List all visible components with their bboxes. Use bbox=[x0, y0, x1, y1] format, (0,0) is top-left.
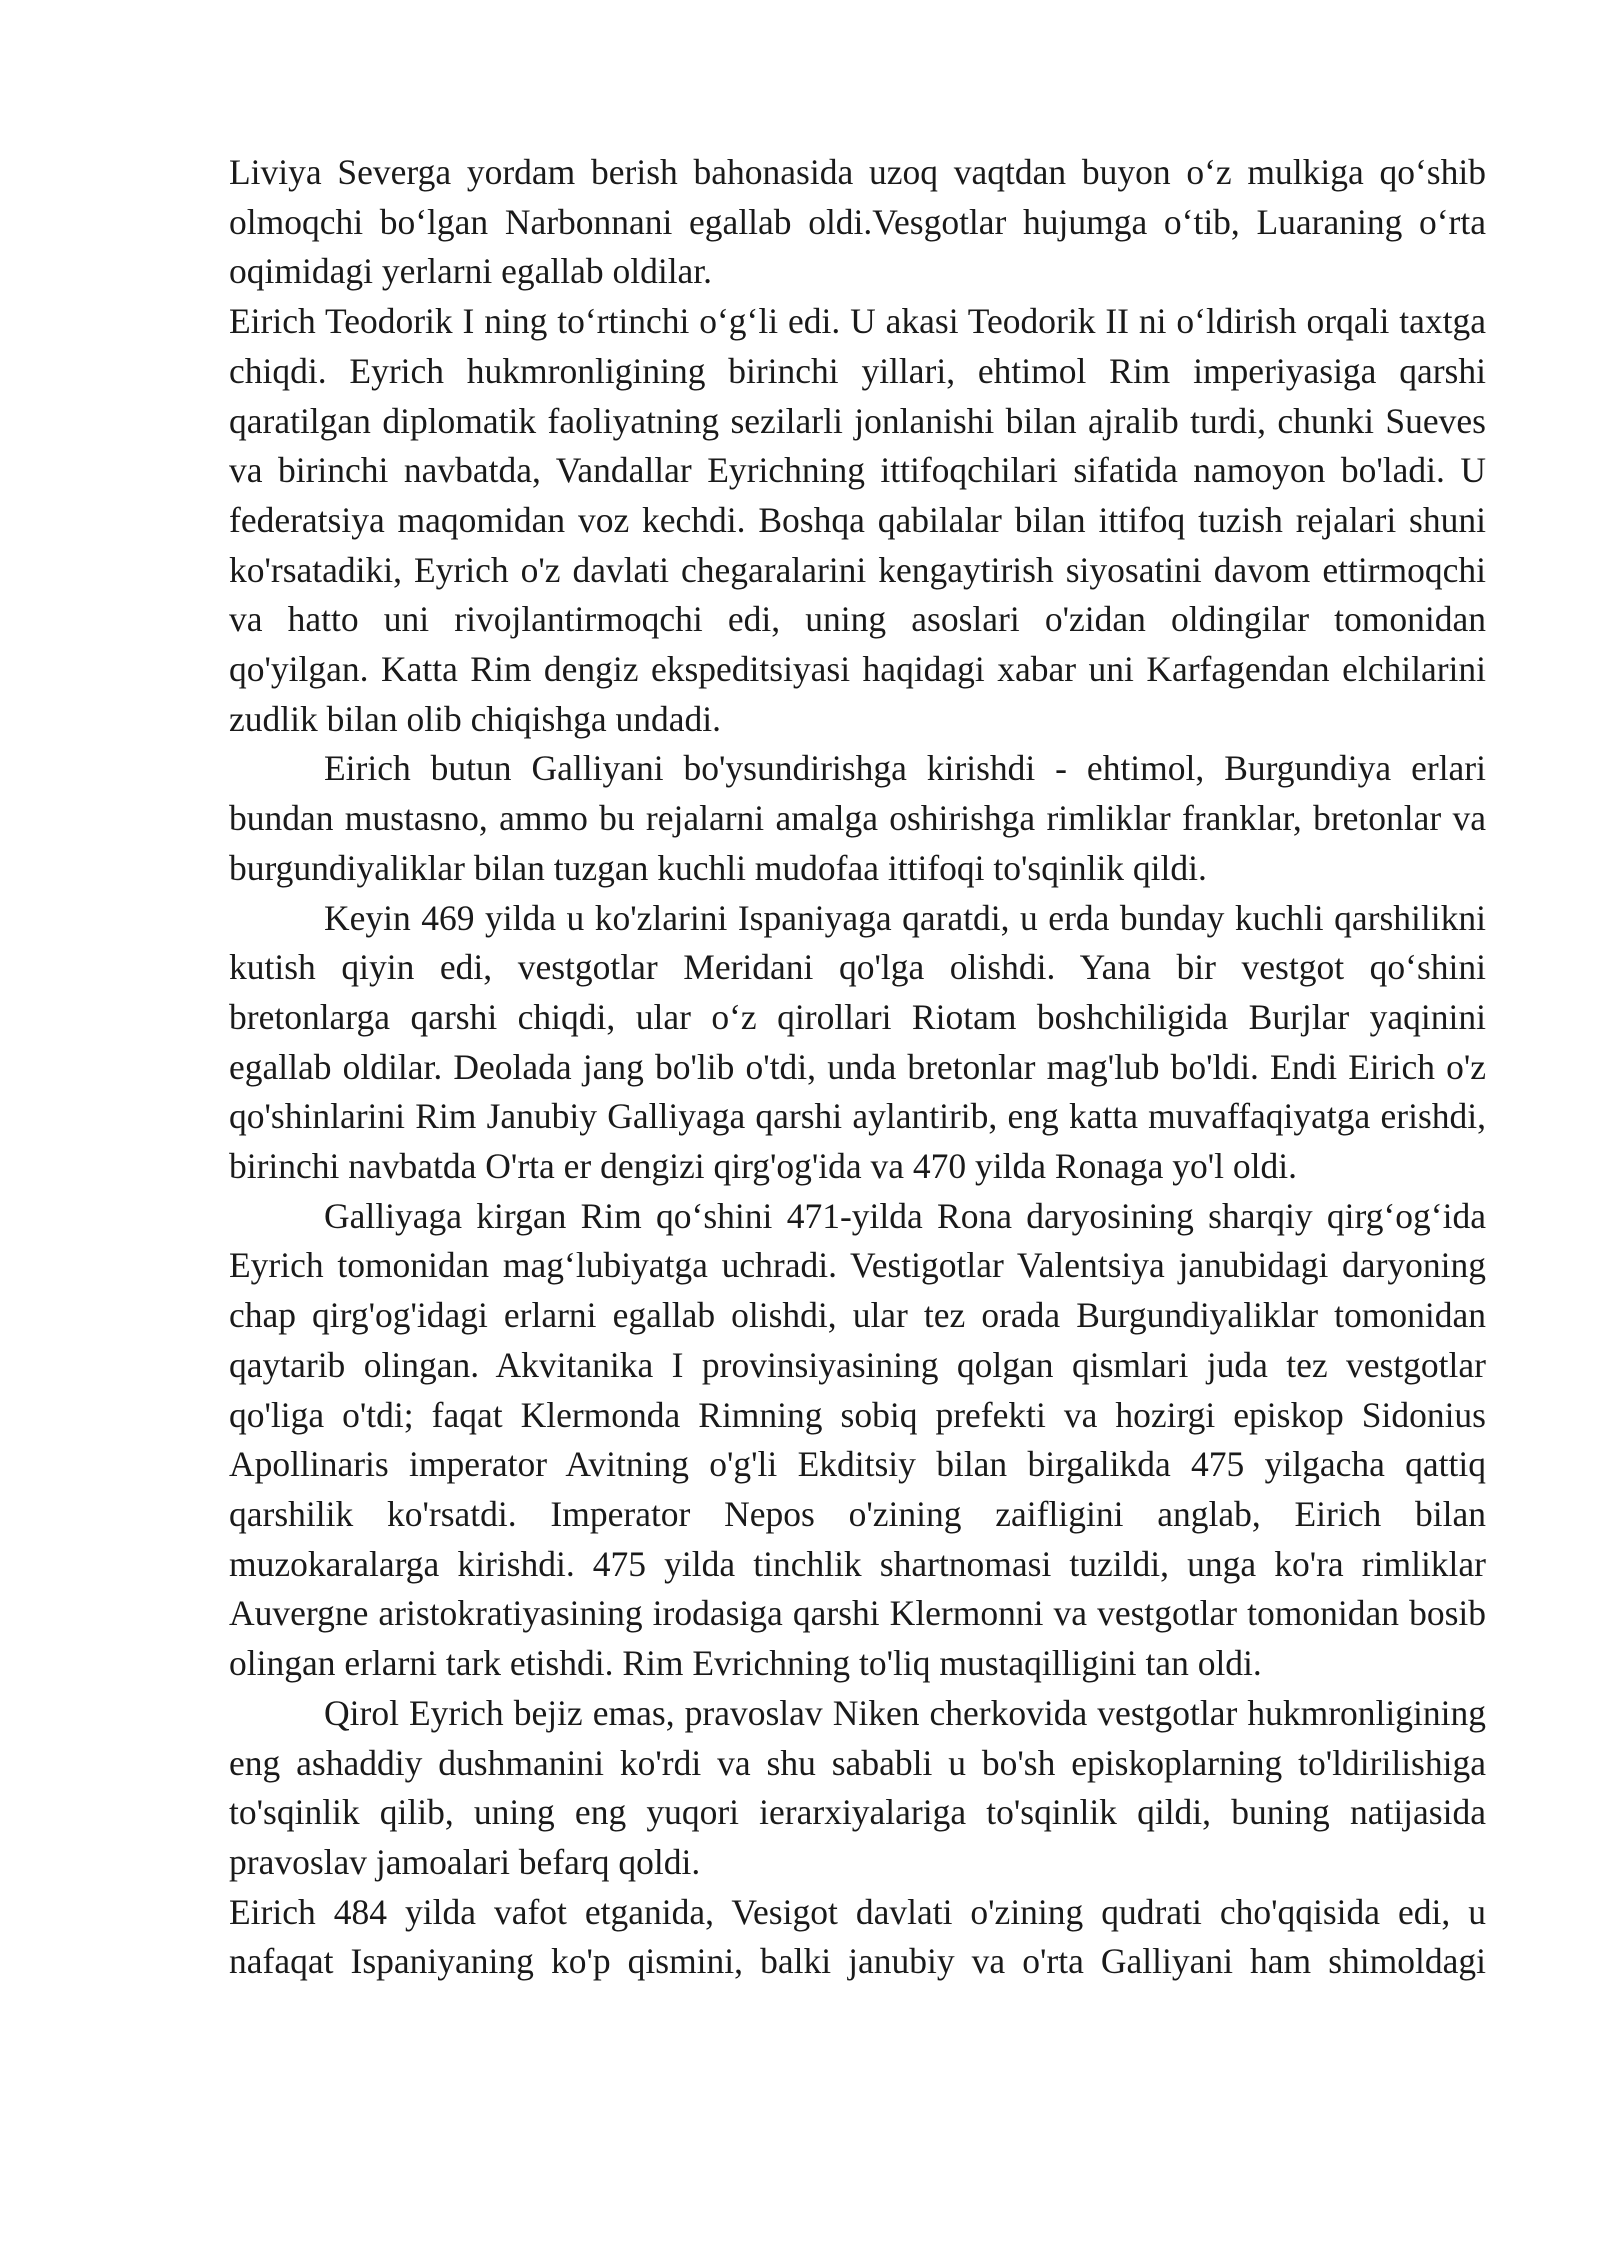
paragraph-rona-471: Galliyaga kirgan Rim qoʻshini 471-yilda Rona daryosining sharqiy qirgʻogʻida Eyrich tomonidan magʻlubiyatga uchradi. Vestigotlar Valentsiya janubidagi daryoning chap qirg'og'idagi erlarni egallab olishdi, ular tez orada Burgundiyaliklar tomonidan qaytarib olingan. Akvitanika I provinsiyasining qolgan qismlari juda tez vestgotlar qo'liga o'tdi; faqat Klermonda Rimning sobiq prefekti va hozirgi episkop Sidonius Apollinaris imperator Avitning o'g'li Ekditsiy bilan birgalikda 475 yilgacha qattiq qarshilik ko'rsatdi. Imperator Nepos o'zining zaifligini anglab, Eirich bilan muzokaralarga kirishdi. 475 yilda tinchlik shartnomasi tuzildi, unga ko'ra rimliklar Auvergne aristokratiyasining irodasiga qarshi Klermonni va vestgotlar tomonidan bosib olingan erlarni tark etishdi. Rim Evrichning to'liq mustaqilligini tan oldi. bbox=[229, 1195, 1486, 1684]
paragraph-ispaniya-469: Keyin 469 yilda u ko'zlarini Ispaniyaga qaratdi, u erda bunday kuchli qarshilikni kutish qiyin edi, vestgotlar Meridani qo'lga olishdi. Yana bir vestgot qoʻshini bretonlarga qarshi chiqdi, ular oʻz qirollari Riotam boshchiligida Burjlar yaqinini egallab oldilar. Deolada jang bo'lib o'tdi, unda bretonlar mag'lub bo'ldi. Endi Eirich o'z qo'shinlarini Rim Janubiy Galliyaga qarshi aylantirib, eng katta muvaffaqiyatga erishdi, birinchi navbatda O'rta er dengizi qirg'og'ida va 470 yilda Ronaga yo'l oldi. bbox=[229, 897, 1486, 1187]
paragraph-pravoslav-cherkov: Qirol Eyrich bejiz emas, pravoslav Niken cherkovida vestgotlar hukmronligining eng ashaddiy dushmanini ko'rdi va shu sababli u bo'sh episkoplarning to'ldirilishiga to'sqinlik qilib, uning eng yuqori ierarxiyalariga to'sqinlik qildi, buning natijasida pravoslav jamoalari befarq qoldi. bbox=[229, 1692, 1486, 1882]
paragraph-narbonna: Liviya Severga yordam berish bahonasida uzoq vaqtdan buyon oʻz mulkiga qoʻshib olmoqchi boʻlgan Narbonnani egallab oldi.Vesgotlar hujumga oʻtib, Luaraning oʻrta oqimidagi yerlarni egallab oldilar. bbox=[229, 152, 1486, 292]
document-body bbox=[229, 148, 1486, 1987]
paragraph-eirich-484: Eirich 484 yilda vafot etganida, Vesigot davlati o'zining qudrati cho'qqisida edi, u nafaqat Ispaniyaning ko'p qismini, balki janubiy va o'rta Galliyani ham shimoldagi bbox=[229, 1891, 1486, 1982]
paragraph-eirich-teodorik: Eirich Teodorik I ning toʻrtinchi oʻgʻli edi. U akasi Teodorik II ni oʻldirish orqali taxtga chiqdi. Eyrich hukmronligining birinchi yillari, ehtimol Rim imperiyasiga qarshi qaratilgan diplomatik faoliyatning sezilarli jonlanishi bilan ajralib turdi, chunki Sueves va birinchi navbatda, Vandallar Eyrichning ittifoqchilari sifatida namoyon bo'ladi. U federatsiya maqomidan voz kechdi. Boshqa qabilalar bilan ittifoq tuzish rejalari shuni ko'rsatadiki, Eyrich o'z davlati chegaralarini kengaytirish siyosatini davom ettirmoqchi va hatto uni rivojlantirmoqchi edi, uning asoslari o'zidan oldingilar tomonidan qo'yilgan. Katta Rim dengiz ekspeditsiyasi haqidagi xabar uni Karfagendan elchilarini zudlik bilan olib chiqishga undadi. bbox=[229, 301, 1486, 739]
paragraph-galliya-subjugation: Eirich butun Galliyani bo'ysundirishga kirishdi - ehtimol, Burgundiya erlari bundan mustasno, ammo bu rejalarni amalga oshirishga rimliklar franklar, bretonlar va burgundiyaliklar bilan tuzgan kuchli mudofaa ittifoqi to'sqinlik qildi. bbox=[229, 748, 1486, 888]
